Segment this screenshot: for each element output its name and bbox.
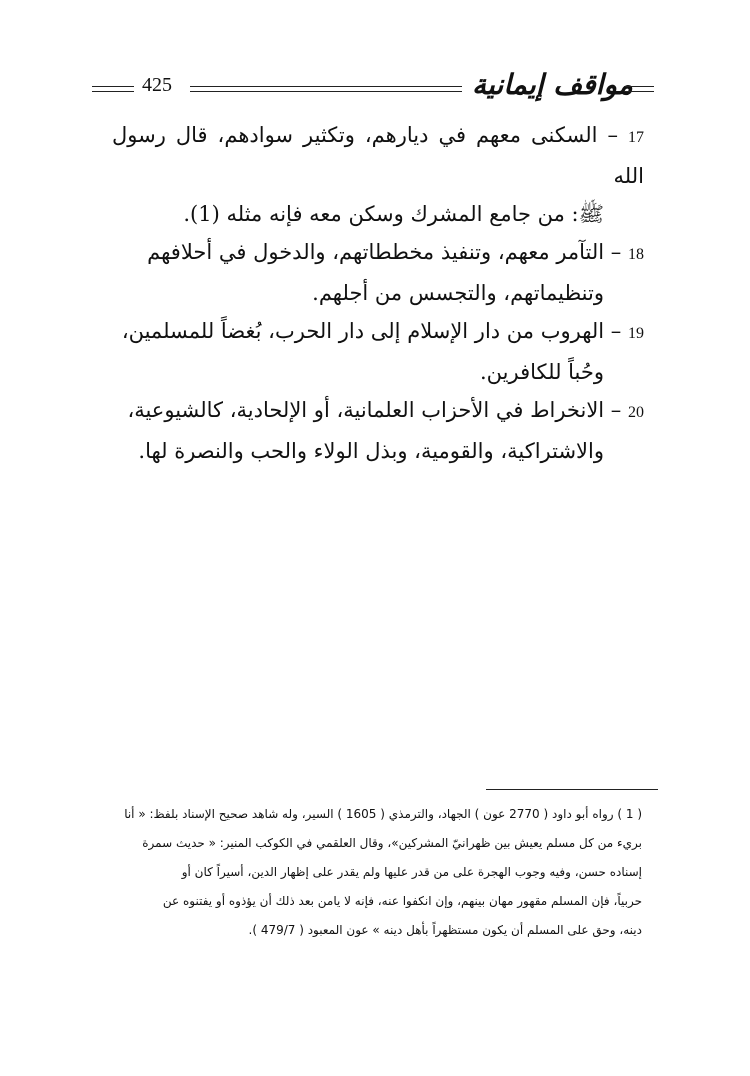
list-item xyxy=(112,233,644,312)
footnote-line: دينه، وحق على المسلم أن يكون مستظهراً بأهل دينه » عون المعبود ( 479/7 ). xyxy=(248,923,642,937)
footnote-separator xyxy=(486,789,658,790)
header-rule-middle xyxy=(190,86,462,92)
item-number: 18 xyxy=(628,246,644,263)
list-item-first-line xyxy=(112,391,644,432)
list-item-first-line xyxy=(112,116,644,195)
footnote-line: ( 1 ) رواه أبو داود ( 2770 عون ) الجهاد، والترمذي ( 1605 ) السير، وله شاهد صحيح الإسناد بلفظ: « أنا xyxy=(124,807,642,821)
item-continuation: وحُباً للكافرين. xyxy=(479,360,604,384)
book-title: مواقف إيمانية xyxy=(472,68,633,101)
list-item xyxy=(112,312,644,391)
item-continuation: ﷺ: من جامع المشرك وسكن معه فإنه مثله (1). xyxy=(183,202,604,226)
item-number: 20 xyxy=(628,404,644,421)
list-item xyxy=(112,391,644,470)
main-text xyxy=(112,116,644,470)
item-text: – التآمر معهم، وتنفيذ مخططاتهم، والدخول في أحلافهم xyxy=(147,240,622,264)
item-text: – السكنى معهم في ديارهم، وتكثير سوادهم، قال رسول الله xyxy=(112,123,644,188)
running-header xyxy=(88,68,660,108)
item-number: 17 xyxy=(627,129,644,146)
footnote-line: بريء من كل مسلم يعيش بين ظهرانيّ المشركين»، وقال العلقمي في الكوكب المنير: « حديث سمرة xyxy=(142,836,642,850)
page-number: 425 xyxy=(142,74,172,96)
footnote-line: إسناده حسن، وفيه وجوب الهجرة على من قدر عليها ولم يقدر على إظهار الدين، أسيراً كان أو xyxy=(181,865,642,879)
header-rule-right xyxy=(624,86,654,92)
item-continuation: وتنظيماتهم، والتجسس من أجلهم. xyxy=(312,281,604,305)
header-rule-left xyxy=(92,86,134,92)
footnote-line: حربياً، فإن المسلم مقهور مهان بينهم، وإن انكفوا عنه، فإنه لا يامن بعد ذلك أن يؤذوه أو يفتنوه عن xyxy=(162,894,642,908)
item-number: 19 xyxy=(628,325,644,342)
footnote xyxy=(112,800,642,945)
item-text: – الانخراط في الأحزاب العلمانية، أو الإلحادية، كالشيوعية، xyxy=(127,398,622,422)
list-item xyxy=(112,116,644,233)
item-text: – الهروب من دار الإسلام إلى دار الحرب، بُغضاً للمسلمين، xyxy=(121,319,622,343)
list-item-first-line xyxy=(112,312,644,353)
item-continuation: والاشتراكية، والقومية، وبذل الولاء والحب والنصرة لها. xyxy=(138,439,604,463)
list-item-first-line xyxy=(112,233,644,274)
